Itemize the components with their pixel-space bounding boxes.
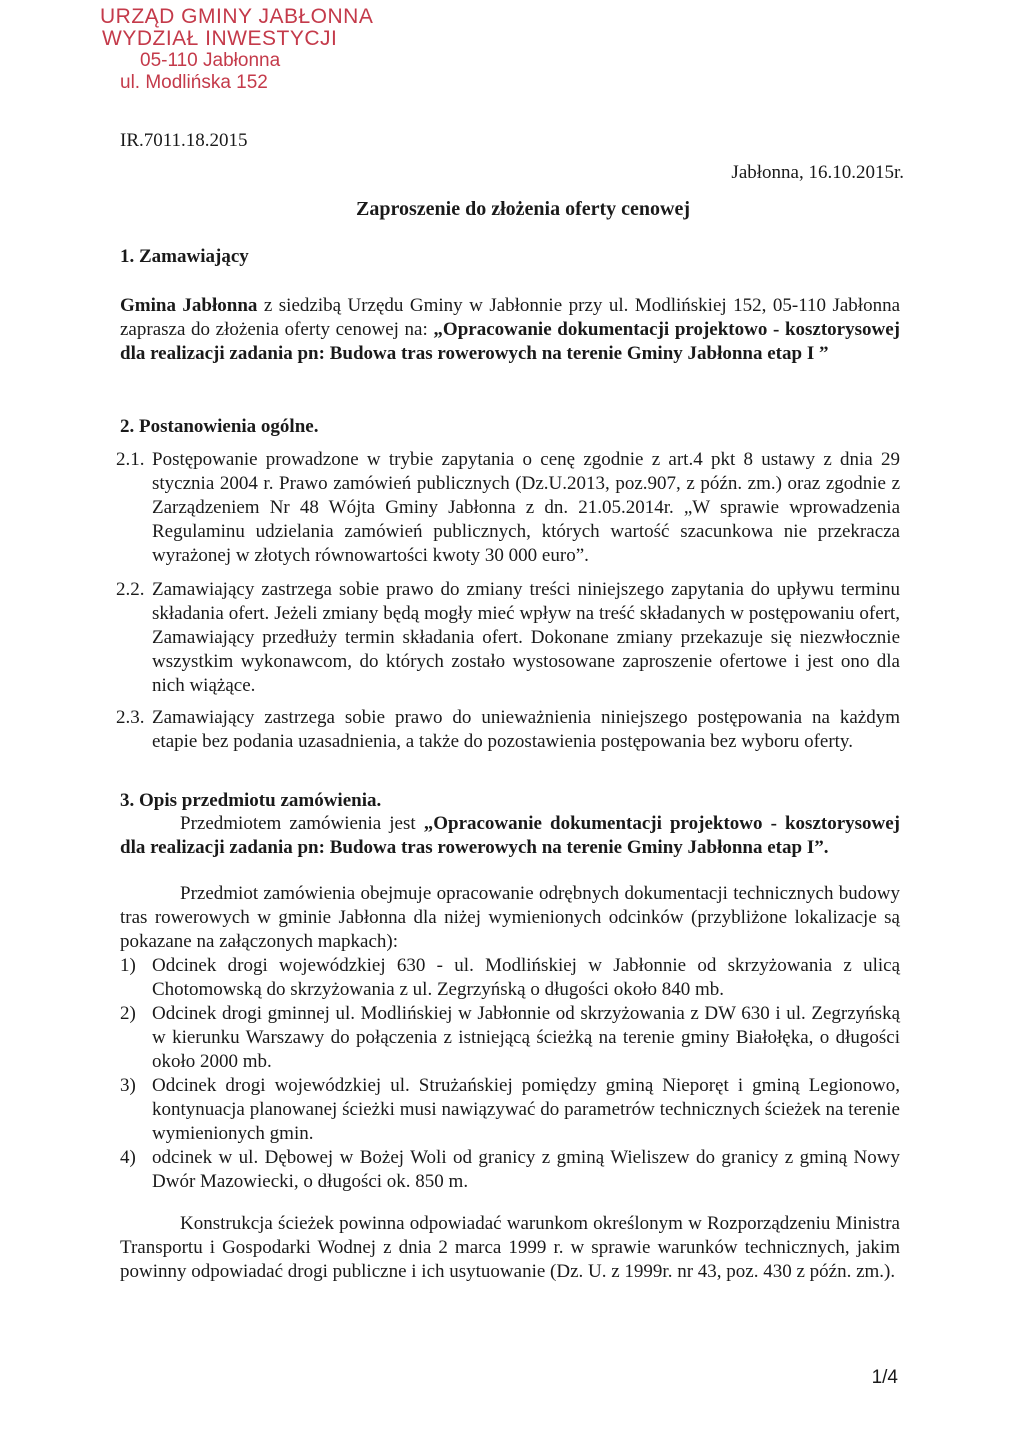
- stamp-line-department: WYDZIAŁ INWESTYCJI: [102, 27, 338, 50]
- provision-item: [116, 706, 900, 754]
- segment-number: 3): [120, 1075, 136, 1096]
- section-3-subject: [120, 812, 900, 860]
- provision-item: [116, 448, 900, 568]
- intro-text: z siedzibą Urzędu Gminy w Jabłonnie przy ul. Modlińskiej 152, 05-110 Jabłonna zaprasza do złożenia oferty cenowej na:: [120, 295, 900, 340]
- provision-number: 2.1.: [116, 449, 145, 470]
- intro-bold-name: Gmina Jabłonna: [120, 295, 258, 316]
- provision-number: 2.3.: [116, 707, 145, 728]
- place-date: Jabłonna, 16.10.2015r.: [731, 162, 904, 183]
- subject-title: „Opracowanie dokumentacji projektowo - kosztorysowej dla realizacji zadania pn: Budowa tras rowerowych na terenie Gminy Jabłonna etap I”.: [120, 813, 901, 858]
- provision-number: 2.2.: [116, 579, 145, 600]
- section-1-heading: 1. Zamawiający: [120, 246, 249, 267]
- segment-list: [120, 954, 900, 1194]
- segment-number: 2): [120, 1003, 136, 1024]
- office-stamp: [100, 6, 373, 94]
- page-number: 1/4: [871, 1367, 898, 1388]
- stamp-line-office: URZĄD GMINY JABŁONNA: [100, 5, 374, 28]
- segment-text: odcinek w ul. Dębowej w Bożej Woli od granicy z gminą Wieliszew do granicy z gminą Nowy Dwór Mazowiecki, o długości ok. 850 m.: [152, 1147, 900, 1192]
- segment-number: 1): [120, 955, 136, 976]
- provision-text: Zamawiający zastrzega sobie prawo do zmiany treści niniejszego zapytania do upływu terminu składania ofert. Jeżeli zmiany będą mogły mieć wpływ na treść składanych w postępowaniu ofert, Zamawiający przedłuży termin składania ofert. Dokonane zmiany przekazuje się niezwłocznie wszystkim wykonawcom, do których zostało wystosowane zaproszenie ofertowe i jest ono dla nich wiążące.: [152, 579, 900, 696]
- section-3-heading: 3. Opis przedmiotu zamówienia.: [120, 790, 382, 811]
- subject-lead: Przedmiotem zamówienia jest: [180, 813, 424, 834]
- section-3-scope: Przedmiot zamówienia obejmuje opracowanie odrębnych dokumentacji technicznych budowy tras rowerowych w gminie Jabłonna dla niżej wymienionych odcinków (przybliżone lokalizacje są pokazane na załączonych mapkach):: [120, 883, 900, 952]
- intro-subject: „Opracowanie dokumentacji projektowo - kosztorysowej dla realizacji zadania pn: Budowa tras rowerowych na terenie Gminy Jabłonna etap I ”: [120, 319, 900, 364]
- segment-number: 4): [120, 1147, 136, 1168]
- provision-text: Postępowanie prowadzone w trybie zapytania o cenę zgodnie z art.4 pkt 8 ustawy z dnia 29 stycznia 2004 r. Prawo zamówień publicznych (Dz.U.2013, poz.907, z późn. zm.) oraz zgodnie z Zarządzeniem Nr 48 Wójta Gminy Jabłonna z dn. 21.05.2014r. „W sprawie wprowadzenia Regulaminu udzielania zamówień publicznych, których wartość szacunkowa nie przekracza wyrażonej w złotych równowartości kwoty 30 000 euro”.: [152, 449, 900, 566]
- section-2-heading: 2. Postanowienia ogólne.: [120, 416, 319, 437]
- list-item: [120, 1074, 900, 1146]
- segment-text: Odcinek drogi wojewódzkiej 630 - ul. Modlińskiej w Jabłonnie od skrzyżowania z ulicą Chotomowską do skrzyżowania z ul. Zegrzyńską o długości około 840 mb.: [152, 955, 900, 1000]
- segment-text: Odcinek drogi wojewódzkiej ul. Strużańskiej pomiędzy gminą Nieporęt i gminą Legionowo, kontynuacja planowanej ścieżki musi nawiązywać do parametrów technicznych ścieżek na terenie wymienionych gmin.: [152, 1075, 900, 1144]
- list-item: [120, 954, 900, 1002]
- segment-text: Odcinek drogi gminnej ul. Modlińskiej w Jabłonnie od skrzyżowania z DW 630 i ul. Zegrzyńską w kierunku Warszawy do połączenia z istniejącą ścieżką na terenie gminy Białołęka, o długości około 2000 mb.: [152, 1003, 900, 1072]
- list-item: [120, 1146, 900, 1194]
- document-title: Zaproszenie do złożenia oferty cenowej: [356, 198, 690, 220]
- reference-number: IR.7011.18.2015: [120, 130, 248, 151]
- list-item: [120, 1002, 900, 1074]
- stamp-line-street: ul. Modlińska 152: [120, 72, 268, 93]
- section-1-intro: [120, 294, 900, 366]
- construction-requirements: Konstrukcja ścieżek powinna odpowiadać warunkom określonym w Rozporządzeniu Ministra Transportu i Gospodarki Wodnej z dnia 2 marca 1999 r. w sprawie warunków technicznych, jakim powinny odpowiadać drogi publiczne i ich usytuowanie (Dz. U. z 1999r. nr 43, poz. 430 z późn. zm.).: [120, 1213, 900, 1282]
- stamp-line-postcode: 05-110 Jabłonna: [140, 50, 281, 71]
- provision-item: [116, 578, 900, 698]
- provision-text: Zamawiający zastrzega sobie prawo do unieważnienia niniejszego postępowania na każdym etapie bez podania uzasadnienia, a także do pozostawienia postępowania bez wyboru oferty.: [152, 707, 900, 752]
